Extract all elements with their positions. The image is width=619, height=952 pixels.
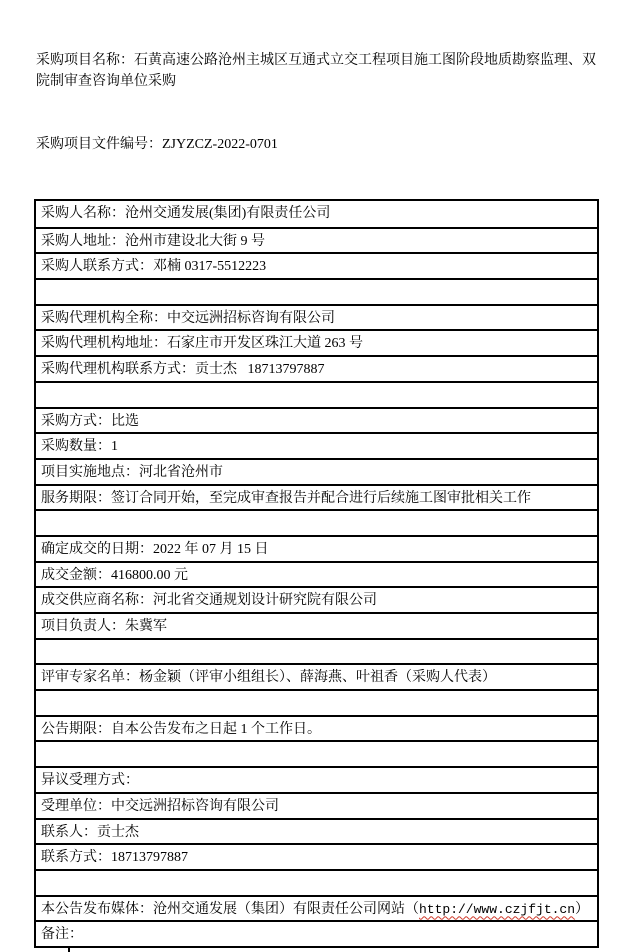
row-acceptance-unit: 受理单位：中交远洲招标咨询有限公司 <box>36 792 597 818</box>
row-expert-list: 评审专家名单：杨金颖（评审小组组长）、薛海燕、叶祖香（采购人代表） <box>36 663 597 689</box>
row-publishing-media <box>36 895 597 921</box>
announcement-document <box>34 0 599 952</box>
row-agency-name: 采购代理机构全称：中交远洲招标咨询有限公司 <box>36 304 597 330</box>
row-procurement-method: 采购方式：比选 <box>36 407 597 433</box>
row-service-period: 服务期限：签订合同开始，至完成审查报告并配合进行后续施工图审批相关工作 <box>36 484 597 510</box>
row-project-location: 项目实施地点：河北省沧州市 <box>36 458 597 484</box>
row-purchaser-address: 采购人地址：沧州市建设北大街 9 号 <box>36 227 597 253</box>
row-announcement-period: 公告期限：自本公告发布之日起 1 个工作日。 <box>36 715 597 741</box>
announcement-url-link[interactable]: http://www.czjfjt.cn <box>419 901 576 917</box>
publishing-media-text: 本公告发布媒体：沧州交通发展（集团）有限责任公司网站（ <box>41 901 419 917</box>
document-header <box>34 8 599 197</box>
row-supplier-name: 成交供应商名称：河北省交通规划设计研究院有限公司 <box>36 586 597 612</box>
table-continuation-stub <box>68 948 70 952</box>
row-spacer <box>36 638 597 664</box>
file-number-text: 采购项目文件编号：ZJYZCZ-2022-0701 <box>36 137 278 152</box>
row-spacer <box>36 740 597 766</box>
row-purchaser-name: 采购人名称：沧州交通发展(集团)有限责任公司 <box>41 206 331 221</box>
row-contact-person: 联系人：贡士杰 <box>36 818 597 844</box>
row-spacer <box>36 278 597 304</box>
row-objection-method: 异议受理方式： <box>36 766 597 792</box>
row-procurement-quantity: 采购数量：1 <box>36 432 597 458</box>
row-agency-contact: 采购代理机构联系方式：贡士杰 18713797887 <box>36 355 597 381</box>
row-agency-address: 采购代理机构地址：石家庄市开发区珠江大道 263 号 <box>36 329 597 355</box>
award-announcement-table <box>34 199 599 948</box>
row-contact-number: 联系方式：18713797887 <box>36 843 597 869</box>
row-purchaser-contact: 采购人联系方式：邓楠 0317-5512223 <box>36 252 597 278</box>
row-project-leader: 项目负责人：朱冀军 <box>36 612 597 638</box>
row-award-amount: 成交金额：416800.00 元 <box>36 561 597 587</box>
row-spacer <box>36 509 597 535</box>
row-award-date: 确定成交的日期：2022 年 07 月 15 日 <box>36 535 597 561</box>
row-remarks: 备注： <box>36 920 597 946</box>
row-spacer <box>36 689 597 715</box>
row-spacer <box>36 869 597 895</box>
row-spacer <box>36 381 597 407</box>
project-name-text: 采购项目名称：石黄高速公路沧州主城区互通式立交工程项目施工图阶段地质勘察监理、双院制审查咨询单位采购 <box>36 53 596 89</box>
publishing-media-suffix: ） <box>575 901 590 917</box>
